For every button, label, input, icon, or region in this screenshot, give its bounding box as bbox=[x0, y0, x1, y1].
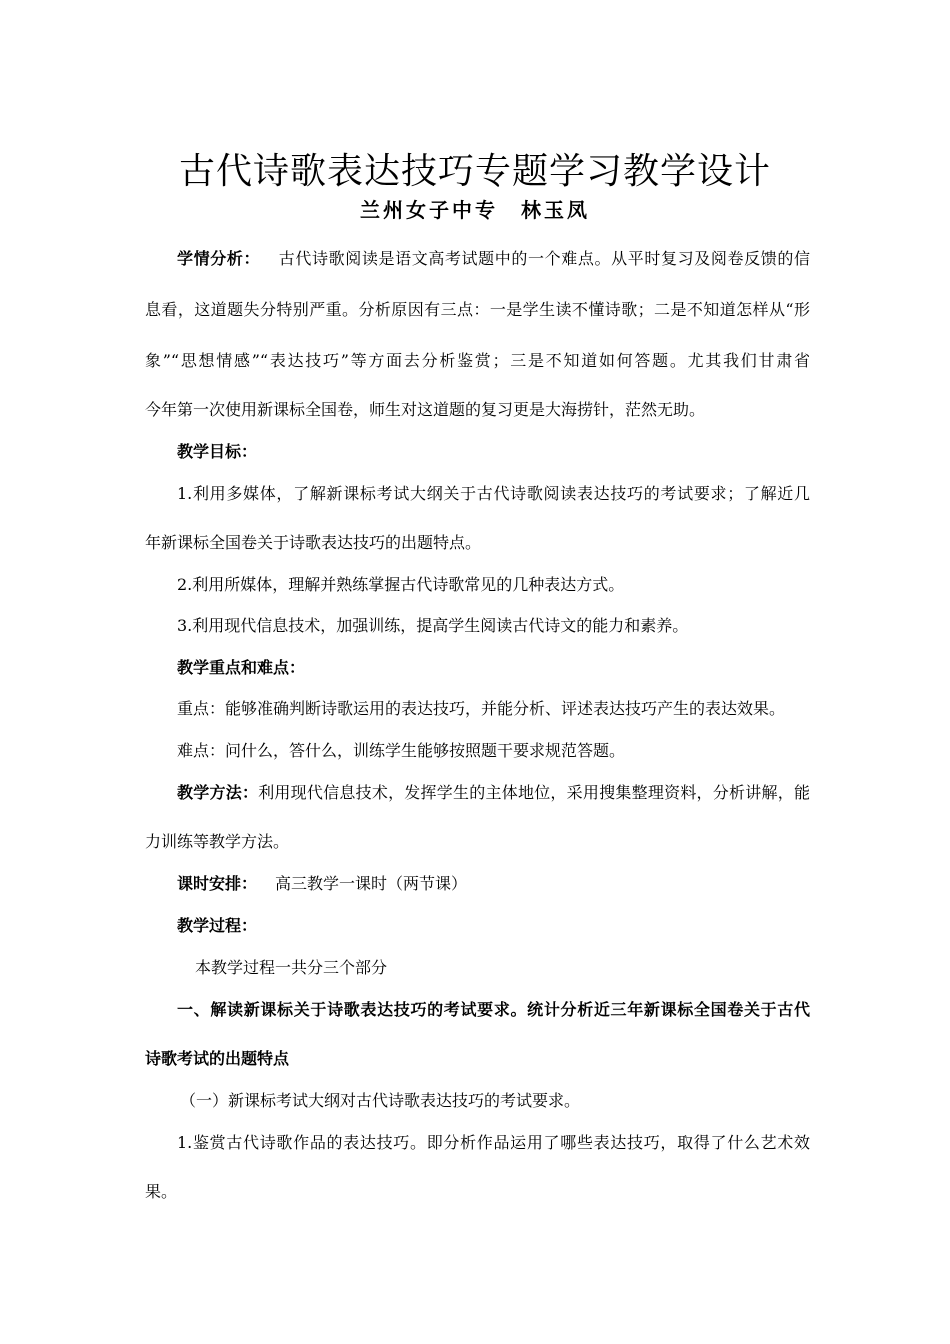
goal-item-3: 3.利用现代信息技术，加强训练，提高学生阅读古代诗文的能力和素养。 bbox=[177, 616, 689, 635]
analysis-line-1 bbox=[177, 247, 810, 271]
schedule-label: 课时安排： bbox=[177, 874, 258, 893]
keypoints-heading: 教学重点和难点： bbox=[177, 658, 306, 677]
item-1-line-2: 果。 bbox=[145, 1182, 178, 1201]
item-1-line-1: 1.鉴赏古代诗歌作品的表达技巧。即分析作品运用了哪些表达技巧，取得了什么艺术效 bbox=[177, 1133, 810, 1152]
schedule-value: 高三教学一课时（两节课） bbox=[275, 874, 468, 893]
method-line-2: 力训练等教学方法。 bbox=[145, 832, 290, 851]
subsection-1: （一）新课标考试大纲对古代诗歌表达技巧的考试要求。 bbox=[180, 1091, 581, 1110]
method-text-1: 利用现代信息技术，发挥学生的主体地位，采用搜集整理资料，分析讲解，能 bbox=[258, 783, 810, 802]
process-heading: 教学过程： bbox=[177, 916, 258, 935]
analysis-label: 学情分析： bbox=[177, 249, 261, 268]
analysis-line-3: 象”“思想情感”“表达技巧”等方面去分析鉴赏；三是不知道如何答题。尤其我们甘肃省 bbox=[145, 351, 810, 370]
method-line-1 bbox=[177, 781, 810, 805]
section-1-heading: 一、解读新课标关于诗歌表达技巧的考试要求。统计分析近三年新课标全国卷关于古代 bbox=[177, 1000, 810, 1019]
goals-heading: 教学目标： bbox=[177, 442, 258, 461]
analysis-text-1: 古代诗歌阅读是语文高考试题中的一个难点。从平时复习及阅卷反馈的信 bbox=[278, 249, 810, 268]
method-label: 教学方法： bbox=[177, 783, 259, 802]
section-1-heading-cont: 诗歌考试的出题特点 bbox=[145, 1049, 290, 1068]
analysis-line-2: 息看，这道题失分特别严重。分析原因有三点：一是学生读不懂诗歌；二是不知道怎样从“形 bbox=[145, 300, 810, 319]
keypoint-focus: 重点：能够准确判断诗歌运用的表达技巧，并能分析、评述表达技巧产生的表达效果。 bbox=[177, 699, 786, 718]
keypoint-difficulty: 难点：问什么，答什么，训练学生能够按照题干要求规范答题。 bbox=[177, 741, 626, 760]
analysis-line-4: 今年第一次使用新课标全国卷，师生对这道题的复习更是大海捞针，茫然无助。 bbox=[145, 400, 706, 419]
goal-item-1-cont: 年新课标全国卷关于诗歌表达技巧的出题特点。 bbox=[145, 533, 482, 552]
goal-item-2: 2.利用所媒体，理解并熟练掌握古代诗歌常见的几种表达方式。 bbox=[177, 575, 625, 594]
process-intro: 本教学过程一共分三个部分 bbox=[195, 958, 388, 977]
author-line: 兰州女子中专 林玉凤 bbox=[360, 198, 590, 222]
document-title: 古代诗歌表达技巧专题学习教学设计 bbox=[178, 151, 771, 192]
schedule-line bbox=[177, 872, 810, 896]
goal-item-1: 1.利用多媒体，了解新课标考试大纲关于古代诗歌阅读表达技巧的考试要求；了解近几 bbox=[177, 484, 810, 503]
